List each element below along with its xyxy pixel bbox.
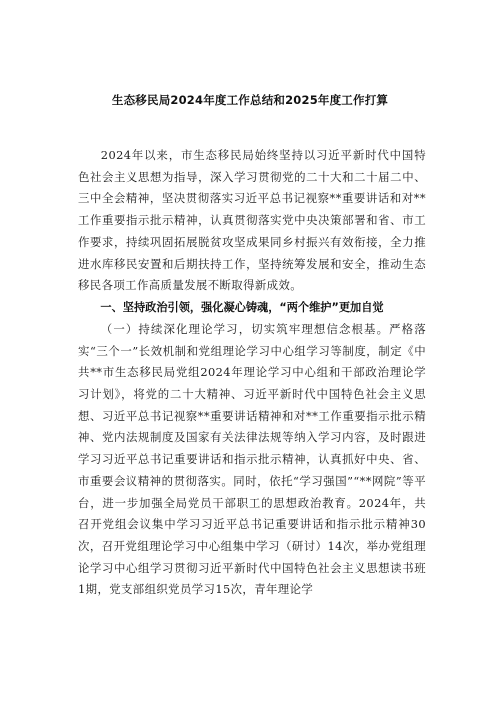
- document-title: 生态移民局2024年度工作总结和2025年度工作打算: [111, 93, 389, 107]
- document-body: [78, 145, 426, 601]
- section-paragraph: （一）持续深化理论学习，切实筑牢理想信念根基。严格落实“三个一”长效机制和党组理论学习中心组学习等制度，制定《中共**市生态移民局党组2024年理论学习中心组和干部政治理论学习计划》，将党的二十大精神、习近平新时代中国特色社会主义思想、习近平总书记视察**重要讲话精神和对**工作重要指示批示精神、党内法规制度及国家有关法律法规等纳入学习内容，及时跟进学习习近平总书记重要讲话和指示批示精神，认真抓好中央、省、市重要会议精神的贯彻落实。同时，依托“学习强国”“**网院”等平台，进一步加强全局党员干部职工的思想政治教育。2024年，共召开党组会议集中学习习近平总书记重要讲话和指示批示精神30次，召开党组理论学习中心组集中学习（研讨）14次，举办党组理论学习中心组学习贯彻习近平新时代中国特色社会主义思想读书班1期，党支部组织党员学习15次，青年理论学: [78, 321, 426, 597]
- section-heading: 一、坚持政治引领，强化凝心铸魂，“两个维护”更加自觉: [100, 300, 384, 314]
- intro-paragraph: 2024年以来，市生态移民局始终坚持以习近平新时代中国特色社会主义思想为指导，深入学习贯彻党的二十大和二十届二中、三中全会精神，坚决贯彻落实习近平总书记视察**重要讲话和对**工作重要指示批示精神，认真贯彻落实党中央决策部署和省、市工作要求，持续巩固拓展脱贫攻坚成果同乡村振兴有效衔接，全力推进水库移民安置和后期扶持工作，坚持统筹发展和安全，推动生态移民各项工作高质量发展不断取得新成效。: [78, 148, 426, 293]
